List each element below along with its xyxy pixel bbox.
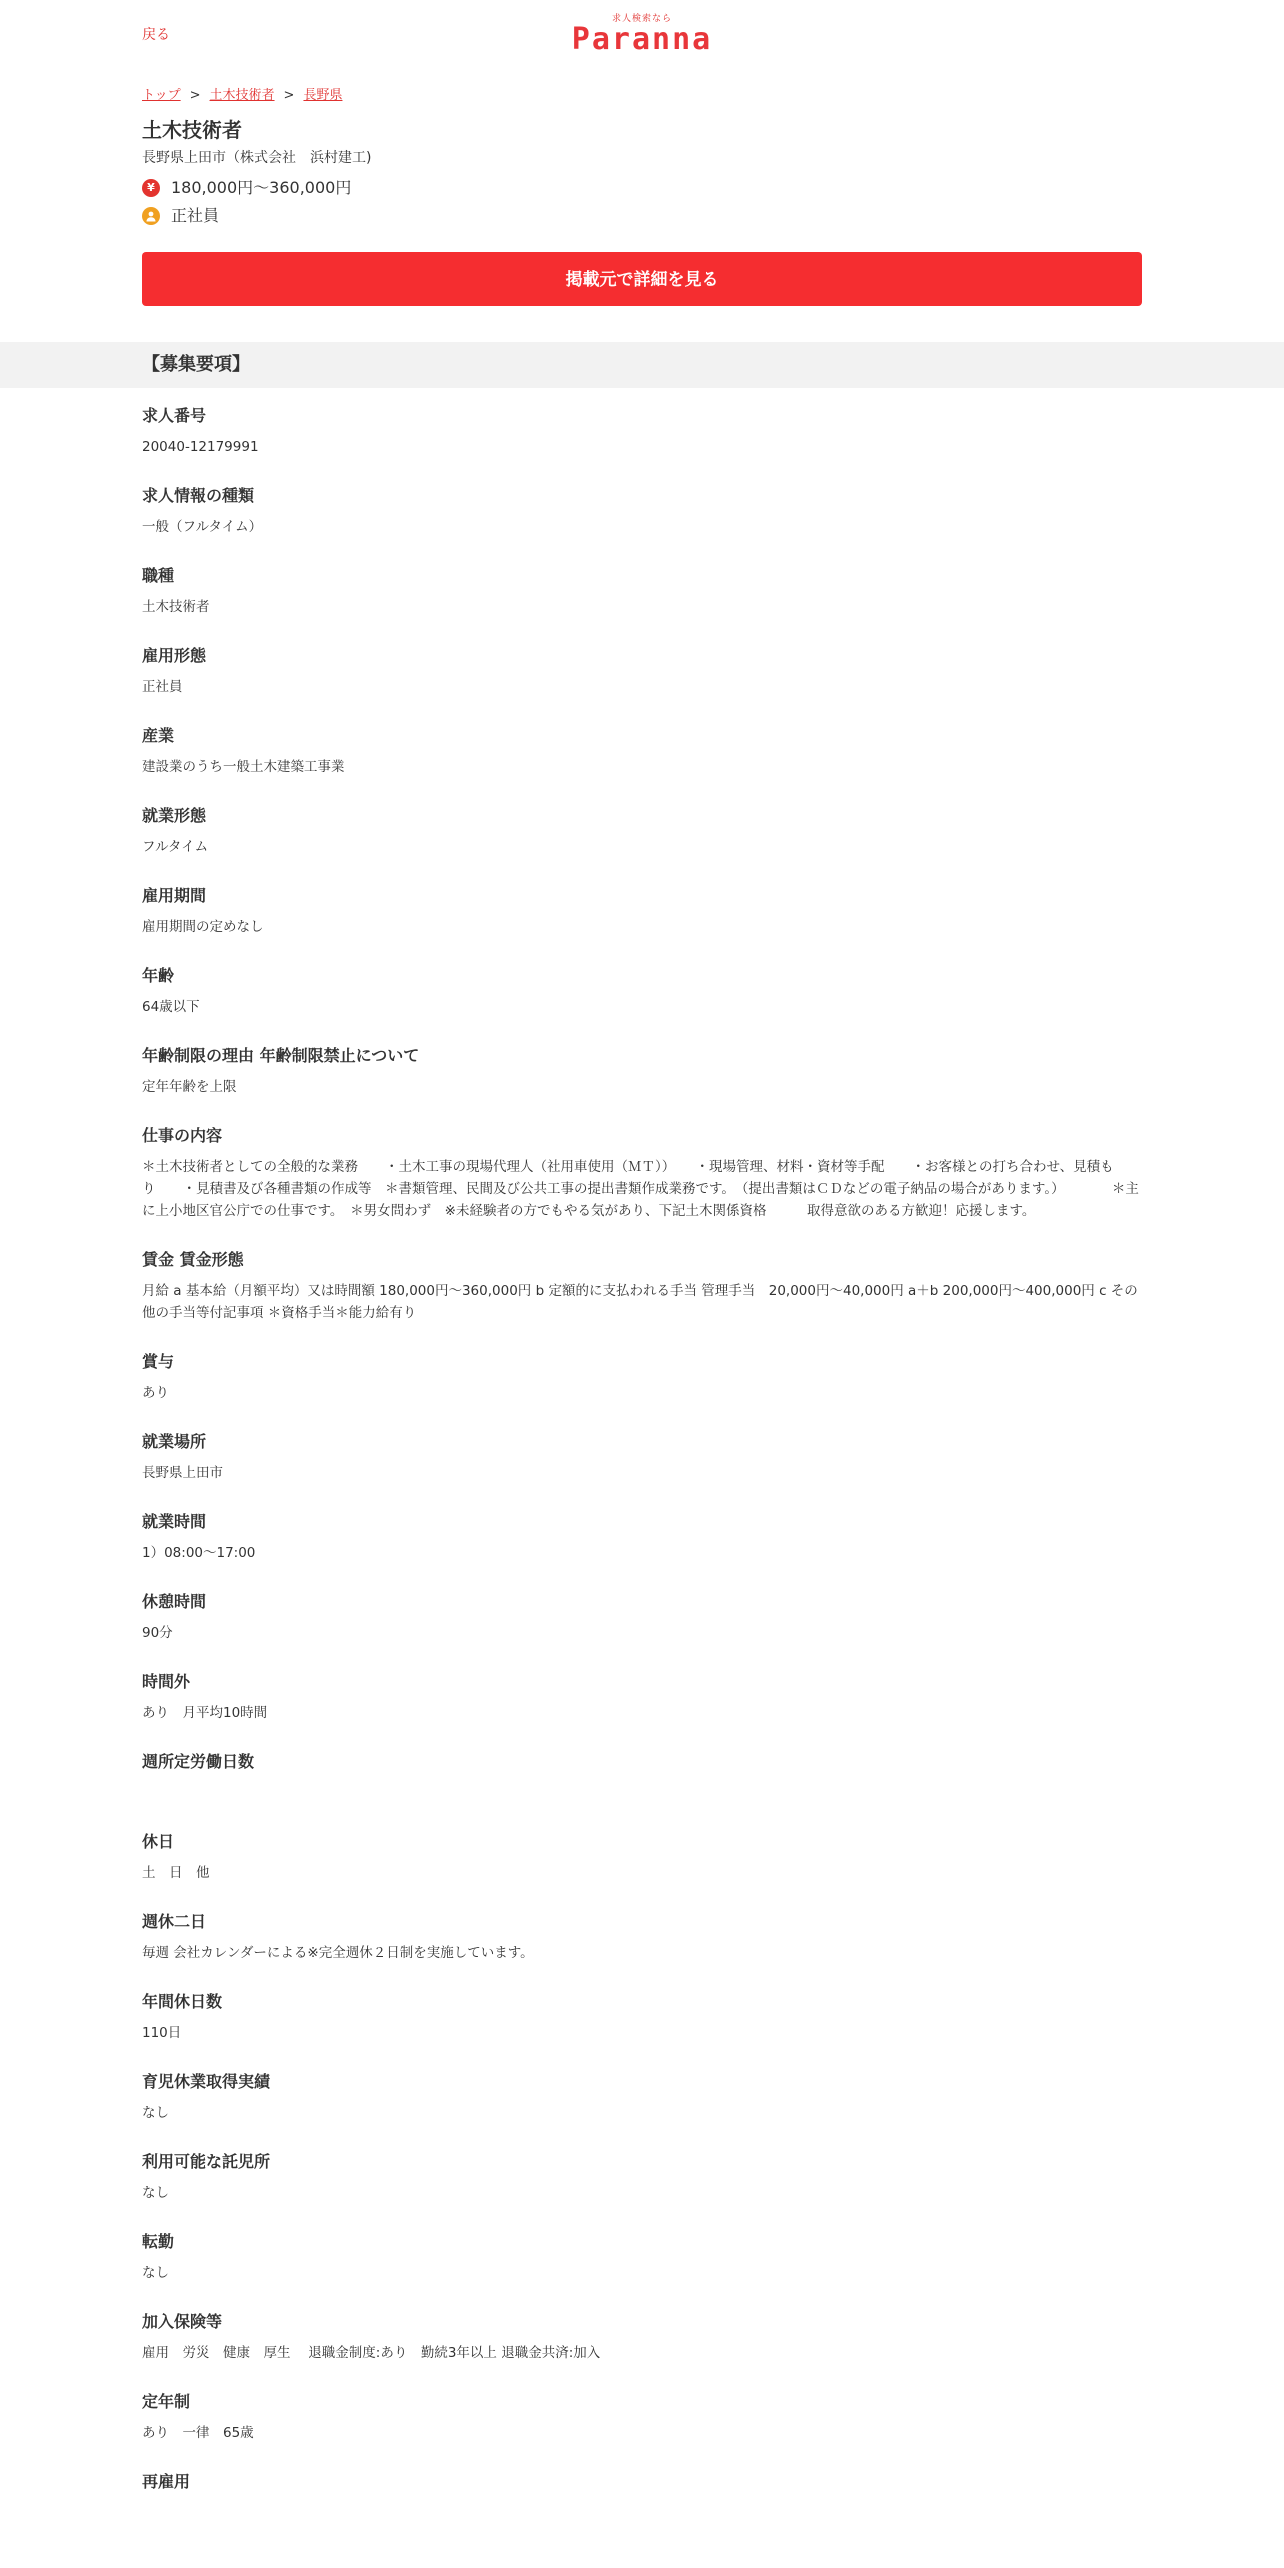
field-value: [142, 2502, 1142, 2524]
yen-icon: ¥: [142, 179, 160, 197]
field-label: 年齢制限の理由 年齢制限禁止について: [142, 1046, 420, 1065]
field-label: 賞与: [142, 1352, 175, 1371]
field-label: 定年制: [142, 2392, 191, 2411]
field-label: 時間外: [142, 1672, 191, 1691]
field-value: 土 日 他: [142, 1865, 210, 1881]
info-field: [142, 2304, 1142, 2364]
info-field: [142, 1504, 1142, 1564]
field-label: 雇用形態: [142, 646, 207, 665]
field-value: 一般（フルタイム）: [142, 519, 263, 535]
logo-tagline: 求人検索なら: [611, 14, 672, 24]
field-value: なし: [142, 2265, 169, 2281]
info-field: [142, 2224, 1142, 2284]
salary-text: 180,000円～360,000円: [171, 178, 352, 197]
field-label: 仕事の内容: [142, 1126, 223, 1145]
field-value: 1）08:00～17:00: [142, 1545, 256, 1561]
field-value: 110日: [142, 2025, 182, 2041]
field-value: 20040-12179991: [142, 439, 259, 455]
breadcrumb-occupation[interactable]: 土木技術者: [209, 88, 275, 103]
info-field: [142, 798, 1142, 858]
field-value: あり: [142, 1385, 169, 1401]
info-field: [142, 1904, 1142, 1964]
info-field: [142, 1664, 1142, 1724]
field-label: 就業形態: [142, 806, 207, 825]
info-field: [142, 638, 1142, 698]
field-value: 長野県上田市: [142, 1465, 223, 1481]
field-value: 64歳以下: [142, 999, 200, 1015]
field-label: 休日: [142, 1832, 175, 1851]
info-field: [142, 1242, 1142, 1324]
field-value: 月給 a 基本給（月額平均）又は時間額 180,000円～360,000円 b 定額的に支払われる手当 管理手当 20,000円～40,000円 a＋b 200,000円～400,000円 c その他の手当等付記事項 ＊資格手当＊能力給有り: [142, 1283, 1138, 1321]
field-value: フルタイム: [142, 839, 209, 855]
field-label: 休憩時間: [142, 1592, 207, 1611]
field-label: 求人番号: [142, 406, 207, 425]
field-label: 再雇用: [142, 2472, 191, 2491]
field-value: 正社員: [142, 679, 183, 695]
field-label: 年間休日数: [142, 1992, 223, 2011]
breadcrumb: [142, 62, 1142, 104]
header: [142, 0, 1142, 62]
info-field: [142, 478, 1142, 538]
field-label: 就業時間: [142, 1512, 207, 1531]
view-details-button[interactable]: 掲載元で詳細を見る: [142, 252, 1142, 306]
paranna-logo[interactable]: [572, 14, 712, 55]
field-value: あり 月平均10時間: [142, 1705, 268, 1721]
section-title: 【募集要項】: [142, 354, 250, 375]
job-title: 土木技術者: [142, 118, 242, 142]
info-field: [142, 1424, 1142, 1484]
page-container: [142, 0, 1142, 306]
field-value: あり 一律 65歳: [142, 2425, 254, 2441]
field-label: 育児休業取得実績: [142, 2072, 271, 2091]
field-value: 雇用 労災 健康 厚生 退職金制度:あり 勤続3年以上 退職金共済:加入: [142, 2345, 601, 2361]
info-field: [142, 398, 1142, 458]
field-value: ＊土木技術者としての全般的な業務 ・土木工事の現場代理人（社用車使用（ＭＴ）） ・現場管理、材料・資材等手配 ・お客様との打ち合わせ、見積もり ・見積書及び各種書類の作成等 ＊書類管理、民間及び公共工事の提出書類作成業務です。 （提出書類はＣＤなどの電子納品の場合があります。） ＊主に上小地区官公庁での仕事です。 ＊男女問わず ※未経験者の方でもやる気があり、下記土木関係資格 取得意欲のある方歓迎！応援します。: [142, 1159, 1139, 1219]
field-value: なし: [142, 2105, 169, 2121]
info-field: [142, 878, 1142, 938]
info-field: [142, 1038, 1142, 1098]
field-label: 加入保険等: [142, 2312, 223, 2331]
field-value: 雇用期間の定めなし: [142, 919, 264, 935]
field-value: 土木技術者: [142, 599, 210, 615]
info-field: [142, 1584, 1142, 1644]
recruitment-fields: [142, 388, 1142, 2524]
employment-type-text: 正社員: [171, 206, 220, 225]
info-field: [142, 558, 1142, 618]
breadcrumb-prefecture[interactable]: 長野県: [303, 88, 343, 103]
field-label: 職種: [142, 566, 175, 585]
info-field: [142, 2144, 1142, 2204]
back-link[interactable]: 戻る: [142, 27, 170, 43]
field-label: 年齢: [142, 966, 175, 985]
info-field: [142, 1344, 1142, 1404]
breadcrumb-separator: >: [283, 88, 295, 103]
info-field: [142, 1118, 1142, 1222]
company-location: 長野県上田市（株式会社 浜村建工): [142, 150, 372, 166]
recruitment-section-header: [0, 342, 1284, 388]
field-label: 産業: [142, 726, 175, 745]
field-value: なし: [142, 2185, 169, 2201]
info-field: [142, 718, 1142, 778]
field-label: 雇用期間: [142, 886, 207, 905]
logo-wordmark: Paranna: [571, 22, 713, 57]
field-label: 賃金 賃金形態: [142, 1250, 244, 1269]
field-label: 利用可能な託児所: [142, 2152, 271, 2171]
field-label: 就業場所: [142, 1432, 207, 1451]
info-field: [142, 1824, 1142, 1884]
info-field: [142, 2064, 1142, 2124]
salary-row: [142, 178, 1142, 198]
employment-row: [142, 206, 1142, 226]
person-icon: [142, 207, 160, 225]
field-value: [142, 1782, 1142, 1804]
field-label: 転勤: [142, 2232, 175, 2251]
breadcrumb-top[interactable]: トップ: [142, 88, 181, 103]
info-field: [142, 2384, 1142, 2444]
info-field: [142, 958, 1142, 1018]
field-value: 90分: [142, 1625, 173, 1641]
info-field: [142, 1744, 1142, 1804]
field-label: 週休二日: [142, 1912, 207, 1931]
info-field: [142, 2464, 1142, 2524]
field-value: 定年年齢を上限: [142, 1079, 237, 1095]
field-label: 求人情報の種類: [142, 486, 255, 505]
info-field: [142, 1984, 1142, 2044]
breadcrumb-separator: >: [189, 88, 201, 103]
field-value: 建設業のうち一般土木建築工事業: [142, 759, 345, 775]
field-label: 週所定労働日数: [142, 1752, 255, 1771]
field-value: 毎週 会社カレンダーによる※完全週休２日制を実施しています。: [142, 1945, 534, 1961]
